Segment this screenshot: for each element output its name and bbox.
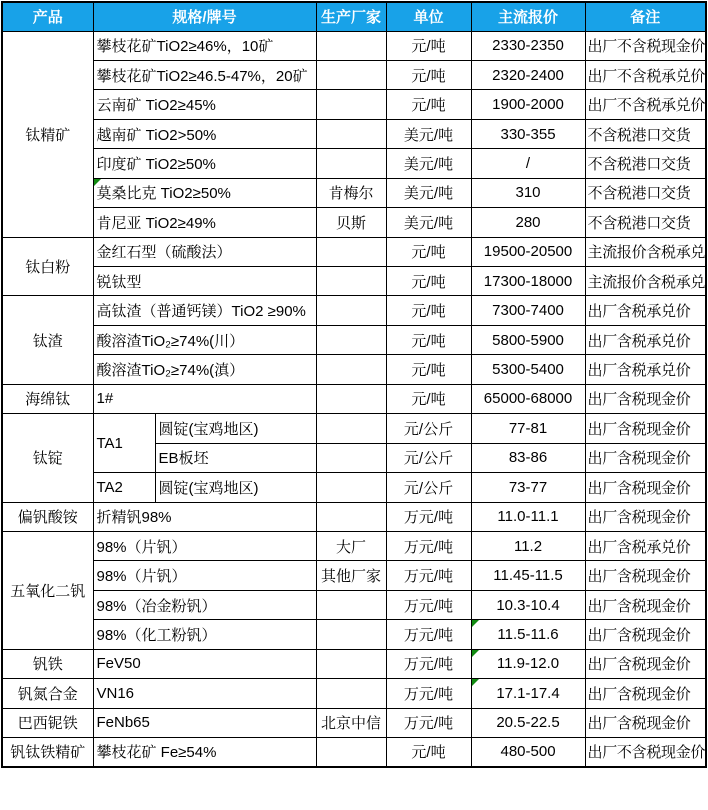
- price-text: 11.5-11.6: [497, 625, 559, 643]
- table-row: [2, 31, 706, 60]
- cell-price: 5800-5900: [471, 325, 585, 354]
- cell-note: 出厂含税现金价: [585, 649, 706, 678]
- cell-spec: 云南矿 TiO2≥45%: [93, 90, 316, 119]
- header-cell-unit: 单位: [386, 2, 471, 31]
- cell-manufacturer: [316, 267, 386, 296]
- cell-unit: 元/吨: [386, 31, 471, 60]
- table-row: [2, 502, 706, 531]
- header-cell-note: 备注: [585, 2, 706, 31]
- header-cell-manufacturer: 生产厂家: [316, 2, 386, 31]
- header-cell-price: 主流报价: [471, 2, 585, 31]
- cell-spec: 98%（化工粉钒）: [93, 620, 316, 649]
- table-row: [2, 267, 706, 296]
- cell-price: [471, 620, 585, 649]
- table-row: [2, 178, 706, 207]
- cell-spec: FeNb65: [93, 708, 316, 737]
- product-group-cell: 海绵钛: [2, 384, 93, 413]
- cell-unit: 元/吨: [386, 325, 471, 354]
- cell-note: 出厂不含税现金价: [585, 31, 706, 60]
- cell-manufacturer: 其他厂家: [316, 561, 386, 590]
- comment-marker-icon: [472, 679, 479, 686]
- cell-price: [471, 679, 585, 708]
- cell-manufacturer: [316, 355, 386, 384]
- cell-manufacturer: [316, 384, 386, 413]
- cell-unit: 美元/吨: [386, 178, 471, 207]
- product-group-cell: 钛白粉: [2, 237, 93, 296]
- cell-manufacturer: [316, 679, 386, 708]
- product-group-cell: 钛锭: [2, 414, 93, 502]
- cell-unit: 元/吨: [386, 267, 471, 296]
- cell-unit: 元/公斤: [386, 443, 471, 472]
- cell-note: 出厂含税现金价: [585, 590, 706, 619]
- cell-note: 不含税港口交货: [585, 119, 706, 148]
- cell-manufacturer: [316, 502, 386, 531]
- cell-price: 11.45-11.5: [471, 561, 585, 590]
- cell-unit: 元/吨: [386, 60, 471, 89]
- cell-unit: 元/吨: [386, 90, 471, 119]
- cell-manufacturer: [316, 590, 386, 619]
- cell-spec: 圆锭(宝鸡地区): [155, 414, 316, 443]
- cell-unit: 美元/吨: [386, 149, 471, 178]
- table-row: [2, 237, 706, 266]
- cell-price: 77-81: [471, 414, 585, 443]
- cell-price: 310: [471, 178, 585, 207]
- table-row: [2, 473, 706, 502]
- cell-spec: 酸溶渣TiO₂≥74%(滇）: [93, 355, 316, 384]
- cell-note: 出厂含税现金价: [585, 561, 706, 590]
- cell-price: 330-355: [471, 119, 585, 148]
- cell-manufacturer: [316, 60, 386, 89]
- cell-manufacturer: [316, 620, 386, 649]
- cell-manufacturer: 大厂: [316, 531, 386, 560]
- cell-price: [471, 649, 585, 678]
- cell-unit: 万元/吨: [386, 620, 471, 649]
- header-row: [2, 2, 706, 31]
- cell-price: 2320-2400: [471, 60, 585, 89]
- table-row: [2, 208, 706, 237]
- table-row: [2, 590, 706, 619]
- cell-spec: VN16: [93, 679, 316, 708]
- cell-manufacturer: 北京中信: [316, 708, 386, 737]
- cell-spec: 98%（片钒）: [93, 561, 316, 590]
- cell-manufacturer: [316, 296, 386, 325]
- cell-price: 10.3-10.4: [471, 590, 585, 619]
- cell-note: 不含税港口交货: [585, 178, 706, 207]
- product-group-cell: 钛精矿: [2, 31, 93, 237]
- table-row: [2, 708, 706, 737]
- cell-manufacturer: [316, 738, 386, 767]
- cell-spec: [93, 178, 316, 207]
- cell-spec: 98%（冶金粉钒）: [93, 590, 316, 619]
- cell-spec: 肯尼亚 TiO2≥49%: [93, 208, 316, 237]
- cell-manufacturer: [316, 443, 386, 472]
- cell-price: 11.0-11.1: [471, 502, 585, 531]
- cell-spec: EB板坯: [155, 443, 316, 472]
- table-row: [2, 355, 706, 384]
- table-row: [2, 384, 706, 413]
- cell-price: 2330-2350: [471, 31, 585, 60]
- cell-note: 出厂含税现金价: [585, 443, 706, 472]
- product-group-cell: 钒钛铁精矿: [2, 738, 93, 767]
- cell-manufacturer: [316, 325, 386, 354]
- header-cell-spec: 规格/牌号: [93, 2, 316, 31]
- cell-manufacturer: [316, 119, 386, 148]
- cell-price: 11.2: [471, 531, 585, 560]
- table-row: [2, 414, 706, 443]
- cell-price: 7300-7400: [471, 296, 585, 325]
- price-table: [1, 1, 707, 768]
- cell-note: 出厂含税现金价: [585, 679, 706, 708]
- cell-note: 出厂含税现金价: [585, 384, 706, 413]
- cell-manufacturer: 贝斯: [316, 208, 386, 237]
- price-text: 11.9-12.0: [496, 655, 560, 673]
- comment-marker-icon: [94, 179, 101, 186]
- cell-spec: 攀枝花矿TiO2≥46.5-47%，20矿: [93, 60, 316, 89]
- table-row: [2, 679, 706, 708]
- product-group-cell: 钒铁: [2, 649, 93, 678]
- cell-spec: 98%（片钒）: [93, 531, 316, 560]
- cell-unit: 元/吨: [386, 355, 471, 384]
- cell-price: 5300-5400: [471, 355, 585, 384]
- table-row: [2, 296, 706, 325]
- cell-price: 17300-18000: [471, 267, 585, 296]
- cell-price: 83-86: [471, 443, 585, 472]
- table-row: [2, 325, 706, 354]
- cell-price: 1900-2000: [471, 90, 585, 119]
- cell-spec: 印度矿 TiO2≥50%: [93, 149, 316, 178]
- cell-unit: 万元/吨: [386, 590, 471, 619]
- cell-price: 65000-68000: [471, 384, 585, 413]
- cell-note: 出厂含税承兑价: [585, 355, 706, 384]
- table-row: [2, 649, 706, 678]
- table-row: [2, 90, 706, 119]
- cell-unit: 元/吨: [386, 384, 471, 413]
- cell-note: 出厂不含税承兑价: [585, 60, 706, 89]
- table-row: [2, 149, 706, 178]
- cell-note: 出厂不含税现金价: [585, 738, 706, 767]
- cell-spec: 金红石型（硫酸法）: [93, 237, 316, 266]
- cell-unit: 元/公斤: [386, 473, 471, 502]
- table-row: [2, 531, 706, 560]
- cell-unit: 万元/吨: [386, 649, 471, 678]
- product-group-cell: 巴西铌铁: [2, 708, 93, 737]
- cell-unit: 万元/吨: [386, 708, 471, 737]
- comment-marker-icon: [472, 650, 479, 657]
- cell-unit: 万元/吨: [386, 531, 471, 560]
- cell-spec: 折精钒98%: [93, 502, 316, 531]
- cell-manufacturer: [316, 649, 386, 678]
- cell-manufacturer: 肯梅尔: [316, 178, 386, 207]
- cell-unit: 元/公斤: [386, 414, 471, 443]
- cell-price: 20.5-22.5: [471, 708, 585, 737]
- cell-spec: 攀枝花矿 Fe≥54%: [93, 738, 316, 767]
- cell-spec: 高钛渣（普通钙镁）TiO2 ≥90%: [93, 296, 316, 325]
- cell-manufacturer: [316, 90, 386, 119]
- table-row: [2, 561, 706, 590]
- cell-spec: 酸溶渣TiO₂≥74%(川）: [93, 325, 316, 354]
- cell-note: 主流报价含税承兑: [585, 267, 706, 296]
- cell-manufacturer: [316, 237, 386, 266]
- cell-spec: 攀枝花矿TiO2≥46%，10矿: [93, 31, 316, 60]
- table-row: [2, 119, 706, 148]
- spec-text: 莫桑比克 TiO2≥50%: [96, 185, 231, 203]
- cell-spec: 越南矿 TiO2>50%: [93, 119, 316, 148]
- cell-note: 不含税港口交货: [585, 149, 706, 178]
- cell-unit: 万元/吨: [386, 679, 471, 708]
- header-cell-product: 产品: [2, 2, 93, 31]
- cell-note: 出厂含税承兑价: [585, 296, 706, 325]
- cell-spec: FeV50: [93, 649, 316, 678]
- table-row: [2, 738, 706, 767]
- cell-price: 19500-20500: [471, 237, 585, 266]
- product-group-cell: 偏钒酸铵: [2, 502, 93, 531]
- cell-unit: 美元/吨: [386, 119, 471, 148]
- cell-manufacturer: [316, 31, 386, 60]
- cell-unit: 元/吨: [386, 237, 471, 266]
- cell-note: 出厂不含税承兑价: [585, 90, 706, 119]
- cell-note: 不含税港口交货: [585, 208, 706, 237]
- cell-manufacturer: [316, 149, 386, 178]
- cell-spec: 圆锭(宝鸡地区): [155, 473, 316, 502]
- cell-price: 480-500: [471, 738, 585, 767]
- cell-note: 出厂含税承兑价: [585, 325, 706, 354]
- cell-unit: 元/吨: [386, 296, 471, 325]
- cell-spec-group: TA2: [93, 473, 155, 502]
- product-group-cell: 钛渣: [2, 296, 93, 384]
- cell-spec: 1#: [93, 384, 316, 413]
- comment-marker-icon: [472, 620, 479, 627]
- cell-unit: 万元/吨: [386, 561, 471, 590]
- cell-spec: 锐钛型: [93, 267, 316, 296]
- table-row: [2, 620, 706, 649]
- price-text: 17.1-17.4: [496, 684, 560, 702]
- cell-note: 出厂含税现金价: [585, 620, 706, 649]
- cell-note: 出厂含税现金价: [585, 473, 706, 502]
- cell-note: 出厂含税现金价: [585, 414, 706, 443]
- cell-price: 73-77: [471, 473, 585, 502]
- cell-manufacturer: [316, 473, 386, 502]
- cell-note: 出厂含税现金价: [585, 502, 706, 531]
- cell-note: 出厂含税承兑价: [585, 531, 706, 560]
- cell-note: 主流报价含税承兑: [585, 237, 706, 266]
- cell-spec-group: TA1: [93, 414, 155, 473]
- cell-price: /: [471, 149, 585, 178]
- cell-unit: 元/吨: [386, 738, 471, 767]
- cell-manufacturer: [316, 414, 386, 443]
- cell-price: 280: [471, 208, 585, 237]
- cell-unit: 美元/吨: [386, 208, 471, 237]
- product-group-cell: 钒氮合金: [2, 679, 93, 708]
- table-row: [2, 60, 706, 89]
- cell-note: 出厂含税现金价: [585, 708, 706, 737]
- cell-unit: 万元/吨: [386, 502, 471, 531]
- product-group-cell: 五氧化二钒: [2, 531, 93, 649]
